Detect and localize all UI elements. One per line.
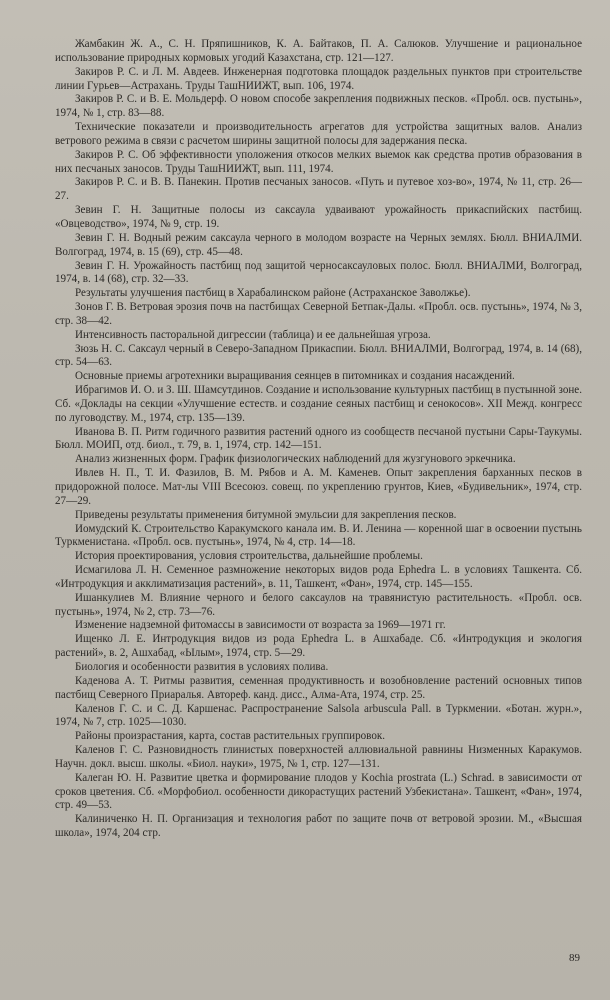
bibliography-entry: Зевин Г. Н. Водный режим саксаула черного в молодом возрасте на Черных землях. Бюлл. ВНИАЛМИ. Волгоград, 1974, в. 15 (69), стр. 45—48.: [55, 231, 582, 258]
bibliography-list: [55, 38, 582, 841]
annotation-text: История проектирования, условия строительства, дальнейшие проблемы.: [75, 550, 423, 563]
annotation-text: Результаты улучшения пастбищ в Харабалинском районе (Астраханское Заволжье).: [75, 287, 471, 300]
annotation-text: Изменение надземной фитомассы в зависимости от возраста за 1969—1971 гг.: [75, 619, 446, 632]
bibliography-entry: Каденова А. Т. Ритмы развития, семенная продуктивность и возобновление растений основных типов пастбищ Северного Приаралья. Автореф. канд. дисс., Алма-Ата, 1974, стр. 25.: [55, 674, 582, 701]
bibliography-entry: Закиров Р. С. и В. В. Панекин. Против песчаных заносов. «Путь и путевое хоз-во», 1974, № 11, стр. 26—27.: [55, 176, 582, 203]
bibliography-entry: Закиров Р. С. и В. Е. Мольдерф. О новом способе закрепления подвижных песков. «Пробл. осв. пустынь», 1974, № 1, стр. 83—88.: [55, 93, 582, 120]
bibliography-entry: Зонов Г. В. Ветровая эрозия почв на пастбищах Северной Бетпак-Далы. «Пробл. осв. пустынь», 1974, № 3, стр. 38—42.: [55, 301, 582, 327]
bibliography-entry: Жамбакин Ж. А., С. Н. Пряпишников, К. А. Байтаков, П. А. Салюков. Улучшение и рациональное использование природных кормовых угодий Казахстана, стр. 121—127.: [55, 38, 582, 64]
bibliography-entry: Калеган Ю. Н. Развитие цветка и формирование плодов у Kochia prostrata (L.) Schrad. в зависимости от сроков цветения. Сб. «Морфобиол. особенности дикорастущих растений Узбекистана». Ташкент, «Фан», 1974, стр. 49—53.: [55, 771, 582, 812]
annotation-text: Биология и особенности развития в условиях полива.: [75, 660, 329, 673]
bibliography-entry: Зевин Г. Н. Защитные полосы из саксаула удваивают урожайность прикаспийских пастбищ. «Овцеводство», 1974, № 9, стр. 19.: [55, 204, 582, 230]
bibliography-entry: Иомудский К. Строительство Каракумского канала им. В. И. Ленина — коренной шаг в освоении пустынь Туркменистана. «Пробл. осв. пустынь», 1974, № 4, стр. 14—18.: [55, 522, 582, 549]
annotation-text: Интенсивность пасторальной дигрессии (таблица) и ее дальнейшая угроза.: [75, 328, 431, 341]
annotation-text: Основные приемы агротехники выращивания сеянцев в питомниках и создания насаждений.: [75, 370, 515, 383]
bibliography-entry: Зюзь Н. С. Саксаул черный в Северо-Западном Прикаспии. Бюлл. ВНИАЛМИ, Волгоград, 1974, в. 14 (68), стр. 54—63.: [55, 342, 582, 369]
bibliography-entry: Ивлев Н. П., Т. И. Фазилов, В. М. Рябов и А. М. Каменев. Опыт закрепления барханных песков в придорожной полосе. Мат-лы VIII Всесоюз. совещ. по укреплению грунтов, Киев, «Будивельник», 1974, стр. 27—29.: [55, 467, 582, 507]
annotation-text: Технические показатели и производительность агрегатов для устройства защитных валов. Анализ ветрового режима в связи с расчетом ширины защитной полосы для задержания песка.: [55, 121, 582, 147]
annotation-text: Районы произрастания, карта, состав растительных группировок.: [75, 730, 386, 743]
bibliography-entry: Исмагилова Л. Н. Семенное размножение некоторых видов рода Ephedra L. в условиях Ташкента. Сб. «Интродукция и акклиматизация растений», в. 11, Ташкент, «Фан», 1974, стр. 145—155.: [55, 564, 582, 590]
bibliography-entry: Закиров Р. С. и Л. М. Авдеев. Инженерная подготовка площадок раздельных пунктов при строительстве линии Гурьев—Астрахань. Труды ТашНИИЖТ, вып. 106, 1974.: [55, 65, 582, 92]
bibliography-entry: Калиниченко Н. П. Организация и технология работ по защите почв от ветровой эрозии. М., «Высшая школа», 1974, 204 стр.: [55, 813, 582, 840]
annotation-text: Приведены результаты применения битумной эмульсии для закрепления песков.: [75, 508, 457, 521]
bibliography-entry: Ибрагимов И. О. и З. Ш. Шамсутдинов. Создание и использование культурных пастбищ в пустынной зоне. Сб. «Доклады на секции «Улучшение естеств. и создание сеяных пастбищ и сенокосов». XII Межд. конгресс по луговодству. М., 1974, стр. 135—139.: [55, 384, 582, 424]
bibliography-entry: Иванова В. П. Ритм годичного развития растений одного из сообществ песчаной пустыни Сары-Таукумы. Бюлл. МОИП, отд. биол., т. 79, в. 1, 1974, стр. 142—151.: [55, 425, 582, 452]
bibliography-entry: Каленов Г. С. и С. Д. Каршенас. Распространение Salsola arbuscula Pall. в Туркмении. «Ботан. журн.», 1974, № 7, стр. 1025—1030.: [55, 702, 582, 729]
page-number: 89: [569, 952, 580, 964]
bibliography-entry: Ищенко Л. Е. Интродукция видов из рода Ephedra L. в Ашхабаде. Сб. «Интродукция и экология растений», в. 2, Ашхабад, «Ылым», 1974, стр. 5—29.: [55, 633, 582, 660]
annotation-text: Анализ жизненных форм. График физиологических наблюдений для жузгунового эркечника.: [75, 453, 516, 466]
bibliography-entry: Закиров Р. С. Об эффективности уположения откосов мелких выемок как средства против образования в них песчаных заносов. Труды ТашНИИЖТ, вып. 111, 1974.: [55, 148, 582, 175]
bibliography-entry: Каленов Г. С. Разновидность глинистых поверхностей аллювиальной равнины Низменных Каракумов. Научн. докл. высш. школы. «Биол. науки», 1975, № 1, стр. 127—131.: [55, 744, 582, 770]
bibliography-entry: Ишанкулиев М. Влияние черного и белого саксаулов на травянистую растительность. «Пробл. осв. пустынь», 1974, № 2, стр. 73—76.: [55, 591, 582, 618]
bibliography-entry: Зевин Г. Н. Урожайность пастбищ под защитой черносаксауловых полос. Бюлл. ВНИАЛМИ, Волгоград, 1974, в. 14 (68), стр. 32—33.: [55, 259, 582, 286]
